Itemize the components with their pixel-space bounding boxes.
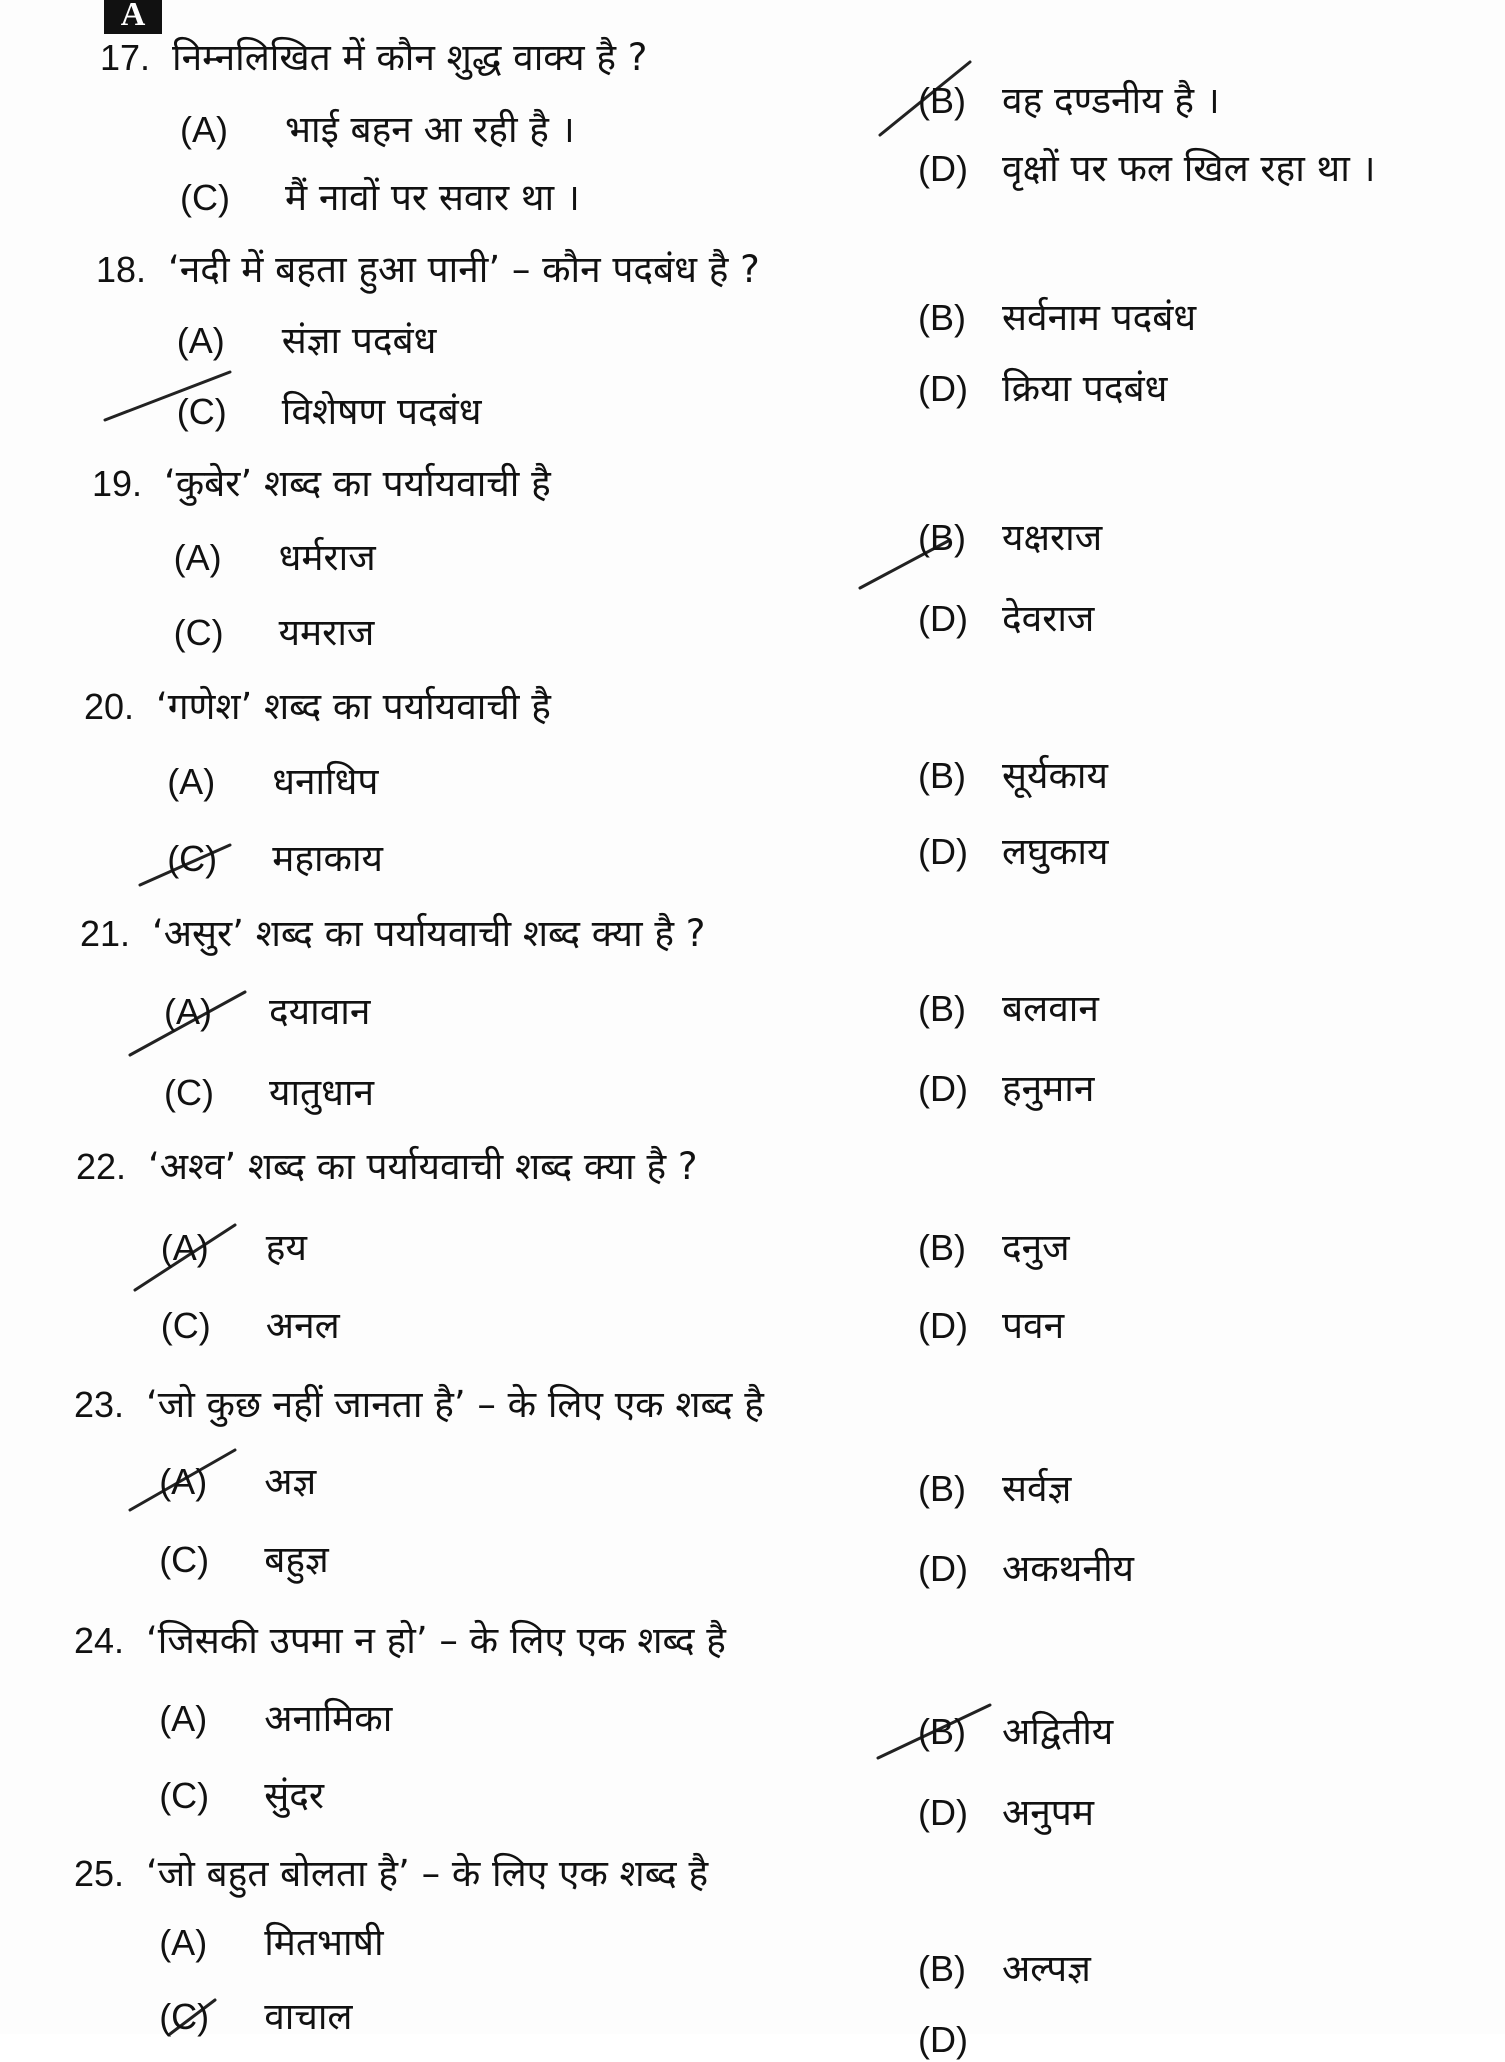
- question-number: 20.: [84, 686, 135, 727]
- option-text: पवन: [1002, 1304, 1065, 1347]
- option-label: (C): [160, 1305, 211, 1346]
- question-text: ‘जो कुछ नहीं जानता है’ – के लिए एक शब्द है: [146, 1383, 764, 1426]
- option-label: (D): [918, 1068, 968, 1109]
- question-text: ‘कुबेर’ शब्द का पर्यायवाची है: [164, 462, 551, 505]
- option-label: (B): [918, 988, 966, 1029]
- question-text: ‘अश्व’ शब्द का पर्यायवाची शब्द क्या है ?: [148, 1145, 698, 1188]
- option-label: (C): [159, 1775, 210, 1816]
- option-text: यमराज: [278, 611, 375, 654]
- question-number: 19.: [92, 463, 143, 504]
- option-text: लघुकाय: [1002, 830, 1109, 873]
- option-label: (B): [918, 755, 966, 796]
- option-text: यातुधान: [269, 1071, 375, 1114]
- option-label: (A): [176, 320, 225, 361]
- option-text: सूर्यकाय: [1002, 754, 1108, 797]
- option-label: (D): [918, 1305, 968, 1346]
- option-label: (A): [159, 1922, 208, 1963]
- option-label: (A): [160, 1227, 209, 1268]
- option-text: देवराज: [1002, 597, 1095, 640]
- option-label: (D): [918, 1792, 968, 1833]
- option-label: (D): [918, 2019, 968, 2060]
- option-text: बलवान: [1002, 987, 1099, 1030]
- option-label: (D): [918, 598, 968, 639]
- option-label: (B): [918, 1711, 966, 1752]
- option-text: मैं नावों पर सवार था ।: [285, 176, 580, 219]
- option-text: भाई बहन आ रही है ।: [285, 108, 575, 151]
- option-label: (B): [918, 1468, 966, 1509]
- option-label: (A): [159, 1461, 208, 1502]
- option-label: (C): [167, 838, 218, 879]
- option-text: अल्पज्ञ: [1002, 1947, 1091, 1990]
- option-text: हय: [265, 1226, 307, 1269]
- option-label: (C): [159, 1539, 210, 1580]
- question-text: निम्नलिखित में कौन शुद्ध वाक्य है ?: [172, 36, 648, 79]
- option-text: दयावान: [269, 990, 371, 1033]
- option-text: वृक्षों पर फल खिल रहा था ।: [1002, 147, 1376, 190]
- section-badge: A: [104, 0, 162, 34]
- question-number: 24.: [74, 1620, 125, 1661]
- option-label: (C): [159, 1996, 210, 2037]
- option-label: (A): [164, 991, 212, 1032]
- question-text: ‘नदी में बहता हुआ पानी’ – कौन पदबंध है ?: [168, 248, 760, 291]
- question-number: 22.: [76, 1146, 127, 1187]
- question-text: ‘असुर’ शब्द का पर्यायवाची शब्द क्या है ?: [152, 912, 706, 955]
- option-text: अकथनीय: [1002, 1547, 1134, 1590]
- option-text: अनल: [265, 1304, 340, 1347]
- question-number: 18.: [96, 249, 147, 290]
- option-text: सर्वनाम पदबंध: [1002, 296, 1197, 339]
- option-text: मितभाषी: [264, 1921, 384, 1964]
- question-text: ‘जिसकी उपमा न हो’ – के लिए एक शब्द है: [146, 1619, 726, 1662]
- option-label: (A): [159, 1698, 208, 1739]
- question-text: ‘गणेश’ शब्द का पर्यायवाची है: [156, 685, 551, 728]
- option-label: (B): [918, 1227, 966, 1268]
- option-text: बहुज्ञ: [264, 1538, 329, 1581]
- option-label: (D): [918, 368, 968, 409]
- question-number: 17.: [100, 37, 151, 78]
- option-label: (C): [164, 1072, 214, 1113]
- option-text: हनुमान: [1002, 1067, 1095, 1110]
- option-label: (B): [918, 517, 966, 558]
- question-number: 21.: [80, 913, 131, 954]
- option-text: विशेषण पदबंध: [281, 390, 482, 433]
- option-text: धनाधिप: [272, 760, 379, 803]
- option-text: महाकाय: [272, 837, 384, 880]
- option-text: दनुज: [1002, 1226, 1070, 1269]
- question-text: ‘जो बहुत बोलता है’ – के लिए एक शब्द है: [146, 1852, 709, 1895]
- question-number: 23.: [74, 1384, 125, 1425]
- option-label: (D): [918, 1548, 968, 1589]
- option-text: अनामिका: [264, 1697, 393, 1740]
- option-label: (B): [918, 80, 966, 121]
- option-label: (A): [173, 537, 222, 578]
- option-label: (D): [918, 148, 968, 189]
- option-label: (D): [918, 831, 968, 872]
- option-text: अनुपम: [1002, 1791, 1094, 1834]
- option-text: वाचाल: [264, 1995, 353, 2038]
- option-label: (C): [176, 391, 227, 432]
- option-label: (A): [180, 109, 228, 150]
- option-label: (B): [918, 1948, 966, 1989]
- option-label: (C): [180, 177, 230, 218]
- question-number: 25.: [74, 1853, 125, 1894]
- option-text: सर्वज्ञ: [1002, 1467, 1072, 1510]
- option-text: संज्ञा पदबंध: [281, 319, 437, 362]
- option-text: अज्ञ: [264, 1460, 317, 1503]
- option-label: (C): [173, 612, 224, 653]
- option-label: (B): [918, 297, 966, 338]
- option-text: धर्मराज: [278, 536, 376, 579]
- option-text: यक्षराज: [1002, 516, 1103, 559]
- option-text: अद्वितीय: [1002, 1710, 1114, 1753]
- option-text: क्रिया पदबंध: [1002, 367, 1168, 410]
- option-text: वह दण्डनीय है ।: [1002, 79, 1220, 122]
- option-text: सुंदर: [264, 1774, 324, 1817]
- option-label: (A): [167, 761, 216, 802]
